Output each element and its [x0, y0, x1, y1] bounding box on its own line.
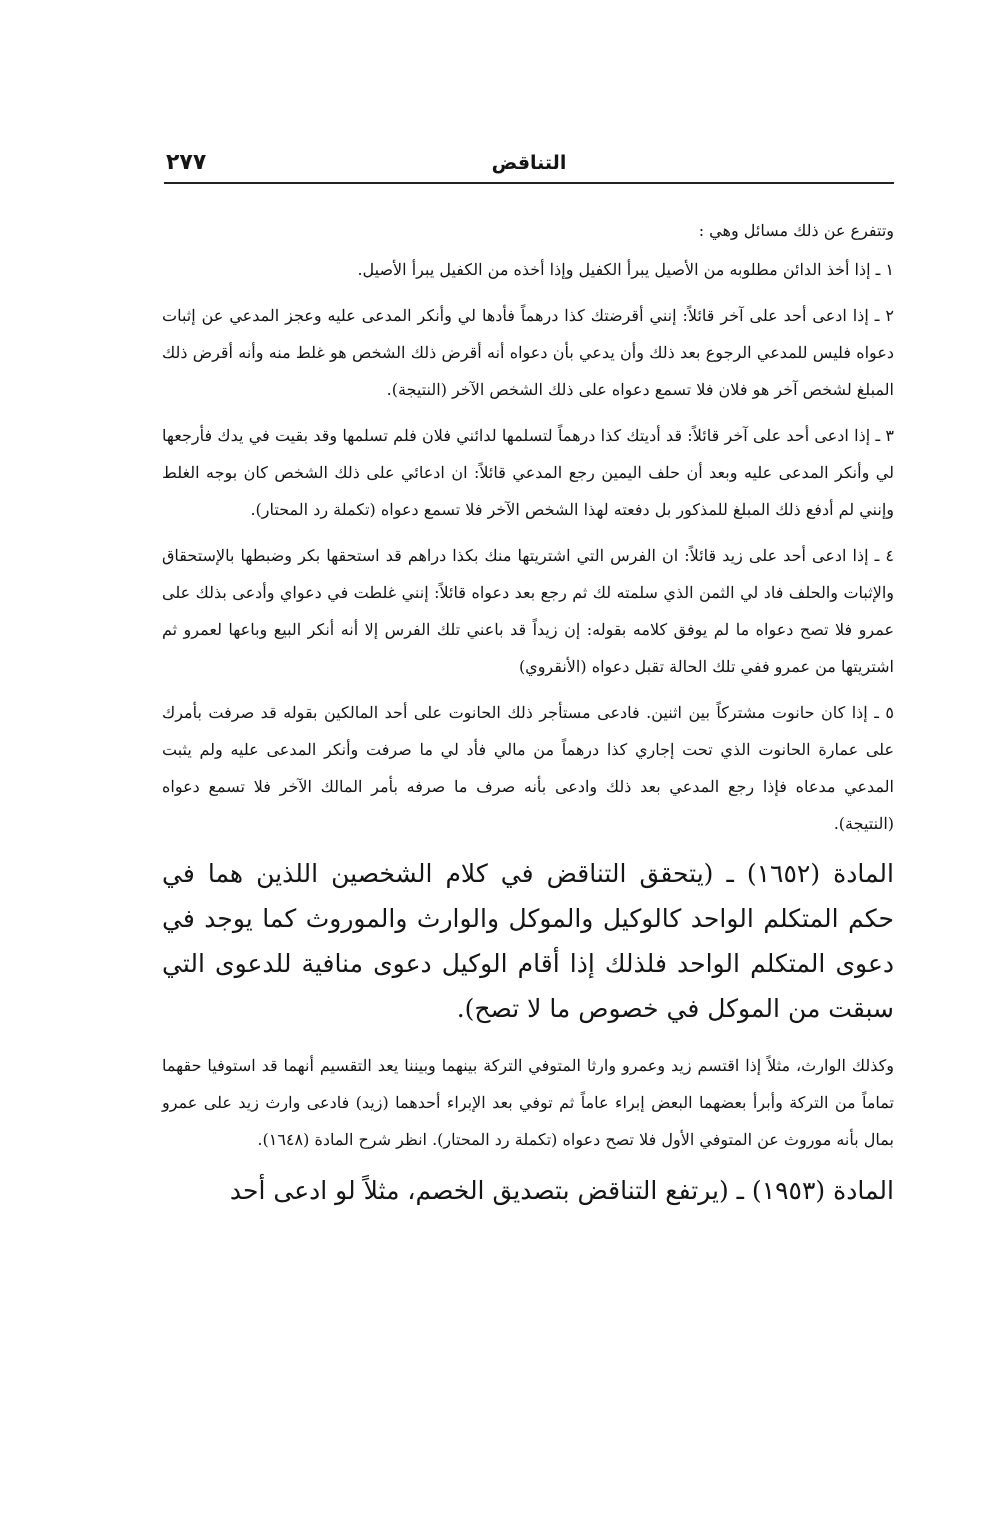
list-item: ٢ ـ إذا ادعى أحد على آخر قائلاً: إنني أقرضتك كذا درهماً فأدها لي وأنكر المدعى عليه وعجز المدعي عن إثبات دعواه فليس للمدعي الرجوع بعد ذلك وأن يدعي بأن دعواه أنه أقرض ذلك الشخص هو غلط منه وأنه أقرض ذلك المبلغ لشخص آخر هو فلان فلا تسمع دعواه على ذلك الشخص الآخر (النتيجة).: [162, 306, 894, 399]
page-header: [164, 150, 894, 184]
article-1652: المادة (١٦٥٢) ـ (يتحقق التناقض في كلام الشخصين اللذين هما في حكم المتكلم الواحد كالوكيل والموكل والوارث والموروث كما يوجد في دعوى المتكلم الواحد فلذلك إذا أقام الوكيل دعوى منافية للدعوى التي سبقت من الموكل في خصوص ما لا تصح).: [162, 859, 894, 1023]
page-number: ٢٧٧: [166, 150, 207, 175]
list-item: ١ ـ إذا أخذ الدائن مطلوبه من الأصيل يبرأ الكفيل وإذا أخذه من الكفيل يبرأ الأصيل.: [357, 260, 894, 279]
list-item: ٣ ـ إذا ادعى أحد على آخر قائلاً: قد أديتك كذا درهماً لتسلمها لدائني فلان فلم تسلمها وقد بقيت في يدك فأرجعها لي وأنكر المدعى عليه وبعد أن حلف اليمين رجع المدعي قائلاً: ان ادعائي على ذلك الشخص كان بوجه الغلط وإنني لم أدفع ذلك المبلغ للمذكور بل دفعته لهذا الشخص الآخر فلا تسمع دعواه (تكملة رد المحتار).: [162, 426, 894, 519]
intro-line: وتتفرع عن ذلك مسائل وهي :: [698, 221, 894, 240]
running-title: التناقض: [491, 152, 567, 174]
list-item: ٤ ـ إذا ادعى أحد على زيد قائلاً: ان الفرس التي اشتريتها منك بكذا دراهم قد استحقها بكر وضبطها بالإستحقاق والإثبات والحلف فاد لي الثمن الذي سلمته لك ثم رجع بعد دعواه قائلاً: إنني غلطت في دعواي وأدعى بذلك على عمرو فلا تصح دعواه ما لم يوفق كلامه بقوله: إن زيداً قد باعني تلك الفرس إلا أنه أنكر البيع وباعها لعمرو ثم اشتريتها من عمرو ففي تلك الحالة تقبل دعواه (الأنقروي): [162, 546, 895, 676]
article-1653: المادة (١٩٥٣) ـ (يرتفع التناقض بتصديق الخصم، مثلاً لو ادعى أحد: [229, 1176, 894, 1205]
list-item: ٥ ـ إذا كان حانوت مشتركاً بين اثنين. فادعى مستأجر ذلك الحانوت على أحد المالكين بقوله قد صرفت بأمرك على عمارة الحانوت الذي تحت إجاري كذا درهماً من مالي فأد لي ما صرفت وأنكر المدعى عليه ولم يثبت المدعي مدعاه فإذا رجع المدعي بعد ذلك وادعى بأنه صرف ما صرفه بأمر المالك الآخر فلا تسمع دعواه (النتيجة).: [162, 703, 895, 833]
commentary-paragraph: وكذلك الوارث، مثلاً إذا اقتسم زيد وعمرو وارثا المتوفي التركة بينهما وبيننا يعد التقسيم أنهما قد استوفيا حقهما تماماً من التركة وأبرأ بعضهما البعض إبراء عاماً ثم توفي بعد الإبراء أحدهما (زيد) فادعى وارث زيد على عمرو بمال بأنه موروث عن المتوفي الأول فلا تصح دعواه (تكملة رد المحتار). انظر شرح المادة (١٦٤٨).: [162, 1056, 895, 1149]
body-text: [162, 212, 894, 1229]
